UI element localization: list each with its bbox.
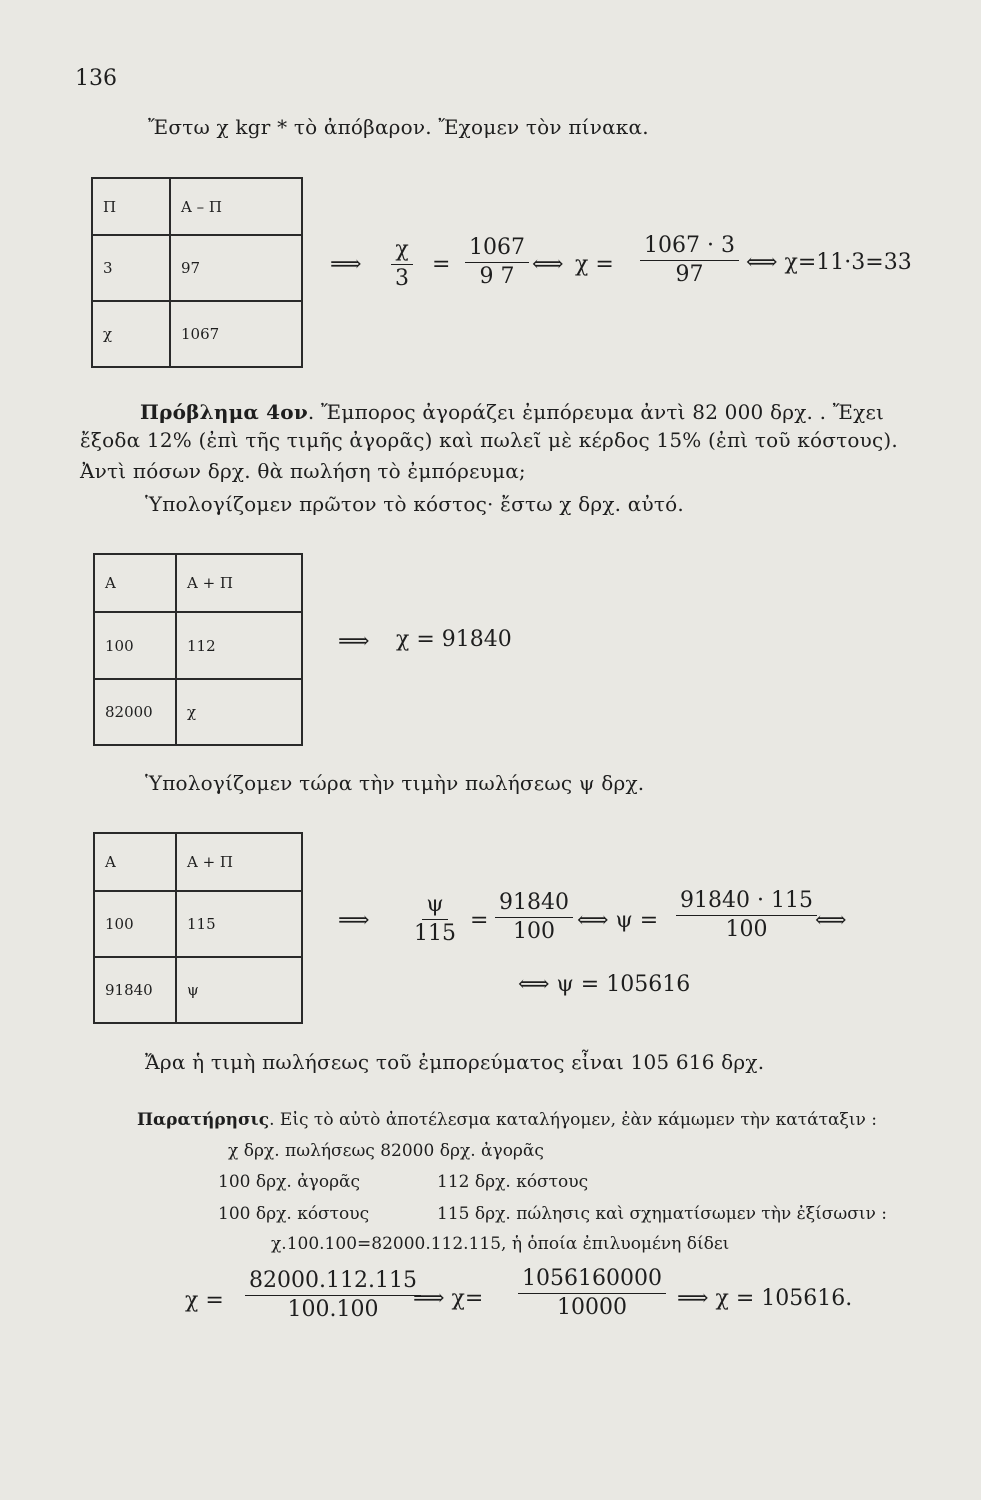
table-cell: χ [176,679,302,745]
denominator: 100 [513,919,555,945]
table-header-cell: Α + Π [176,554,302,612]
fraction-1067-over-97 [465,236,529,289]
proportion-table-3 [93,832,303,1024]
fraction-91840x115-over-100 [676,889,817,942]
numerator: χ [391,238,412,265]
conclusion-line: Ἄρα ἡ τιμὴ πωλήσεως τοῦ ἐμπορεύματος εἶναι 105 616 δρχ. [145,1050,765,1074]
denominator: 100.100 [287,1297,379,1323]
text-line-5: Ὑπολογίζομεν τώρα τὴν τιμὴν πωλήσεως ψ δρχ. [145,771,645,795]
remark-row-2-left: 100 δρχ. ἀγορᾶς [218,1172,361,1192]
table-cell: ψ [176,957,302,1023]
numerator: 91840 · 115 [676,889,817,916]
fraction-final-2 [518,1267,666,1320]
table-cell: 82000 [94,679,176,745]
page-number: 136 [75,66,117,91]
fraction-91840-over-100 [495,891,573,944]
numerator: 82000.112.115 [245,1269,421,1296]
equation-result: ⟺ ψ = 105616 [518,972,691,997]
table-header-cell: Α + Π [176,833,302,891]
denominator: 97 [675,262,704,288]
x-equals: χ = [575,252,614,277]
table-cell: 100 [94,612,176,679]
table-cell: 97 [170,235,302,301]
problem-line-4: Ὑπολογίζομεν πρῶτον τὸ κόστος· ἔστω χ δρχ. αὐτό. [145,492,684,516]
table-header-cell: Π [92,178,170,235]
remark-row-1: χ δρχ. πωλήσεως 82000 δρχ. ἀγορᾶς [228,1141,544,1161]
denominator: 9 7 [479,264,515,290]
fraction-1067x3-over-97 [640,234,739,287]
problem-line-3: Ἀντὶ πόσων δρχ. θὰ πωλήση τὸ ἐμπόρευμα; [80,459,526,483]
problem-line-2: ἔξοδα 12% (ἐπὶ τῆς τιμῆς ἀγορᾶς) καὶ πωλεῖ μὲ κέρδος 15% (ἐπὶ τοῦ κόστους). [80,428,898,452]
table-cell: 112 [176,612,302,679]
numerator: 1067 [465,236,529,263]
fraction-x-over-3 [391,238,413,291]
implies-x-equals: ⟹ χ= [413,1286,484,1311]
table-cell: 100 [94,891,176,957]
table-cell: 91840 [94,957,176,1023]
equals-sign: = [432,252,451,277]
remark-text: . Εἰς τὸ αὐτὸ ἀποτέλεσμα καταλήγομεν, ἐὰν κάμωμεν τὴν κατάταξιν : [269,1110,878,1130]
numerator: 91840 [495,891,573,918]
numerator: ψ [422,893,447,920]
final-result: ⟹ χ = 105616. [677,1286,853,1311]
remark-row-3-right: 115 δρχ. πώλησις καὶ σχηματίσωμεν τὴν ἐξίσωσιν : [437,1204,887,1224]
equation-result: ⟺ χ=11·3=33 [746,250,912,275]
equals-sign: = [470,908,489,933]
iff-arrow: ⟺ [815,908,847,933]
numerator: 1067 · 3 [640,234,739,261]
implies-arrow: ⟹ [330,252,362,277]
numerator: 1056160000 [518,1267,666,1294]
remark-line-1 [137,1110,877,1130]
proportion-table-1 [91,177,303,368]
iff-arrow: ⟺ [532,252,564,277]
table-header-cell: Α – Π [170,178,302,235]
table-cell: 3 [92,235,170,301]
table-cell: χ [92,301,170,367]
intro-line: Ἔστω χ kgr * τὸ ἀπόβαρον. Ἔχομεν τὸν πίνακα. [148,115,649,139]
table-header-cell: Α [94,833,176,891]
problem-line-1 [140,400,884,424]
table-cell: 115 [176,891,302,957]
x-equals: χ = [185,1288,224,1313]
remark-title: Παρατήρησις [137,1110,270,1130]
proportion-table-2 [93,553,303,746]
denominator: 100 [725,917,768,943]
implies-arrow: ⟹ [338,908,370,933]
equation-result: χ = 91840 [396,627,512,652]
denominator: 3 [395,266,409,292]
problem-title: Πρόβλημα 4ον [140,400,308,424]
denominator: 10000 [556,1295,627,1321]
fraction-psi-over-115 [410,893,460,946]
implies-arrow: ⟹ [338,629,370,654]
remark-row-2-right: 112 δρχ. κόστους [437,1172,589,1192]
denominator: 115 [414,921,456,947]
iff-psi-equals: ⟺ ψ = [577,908,659,933]
remark-row-4: χ.100.100=82000.112.115, ἡ ὁποία ἐπιλυομένη δίδει [271,1234,730,1254]
problem-text: . Ἔμπορος ἀγοράζει ἐμπόρευμα ἀντὶ 82 000 δρχ. . Ἔχει [307,400,885,424]
table-cell: 1067 [170,301,302,367]
table-header-cell: Α [94,554,176,612]
fraction-final-1 [245,1269,421,1322]
remark-row-3-left: 100 δρχ. κόστους [218,1204,370,1224]
